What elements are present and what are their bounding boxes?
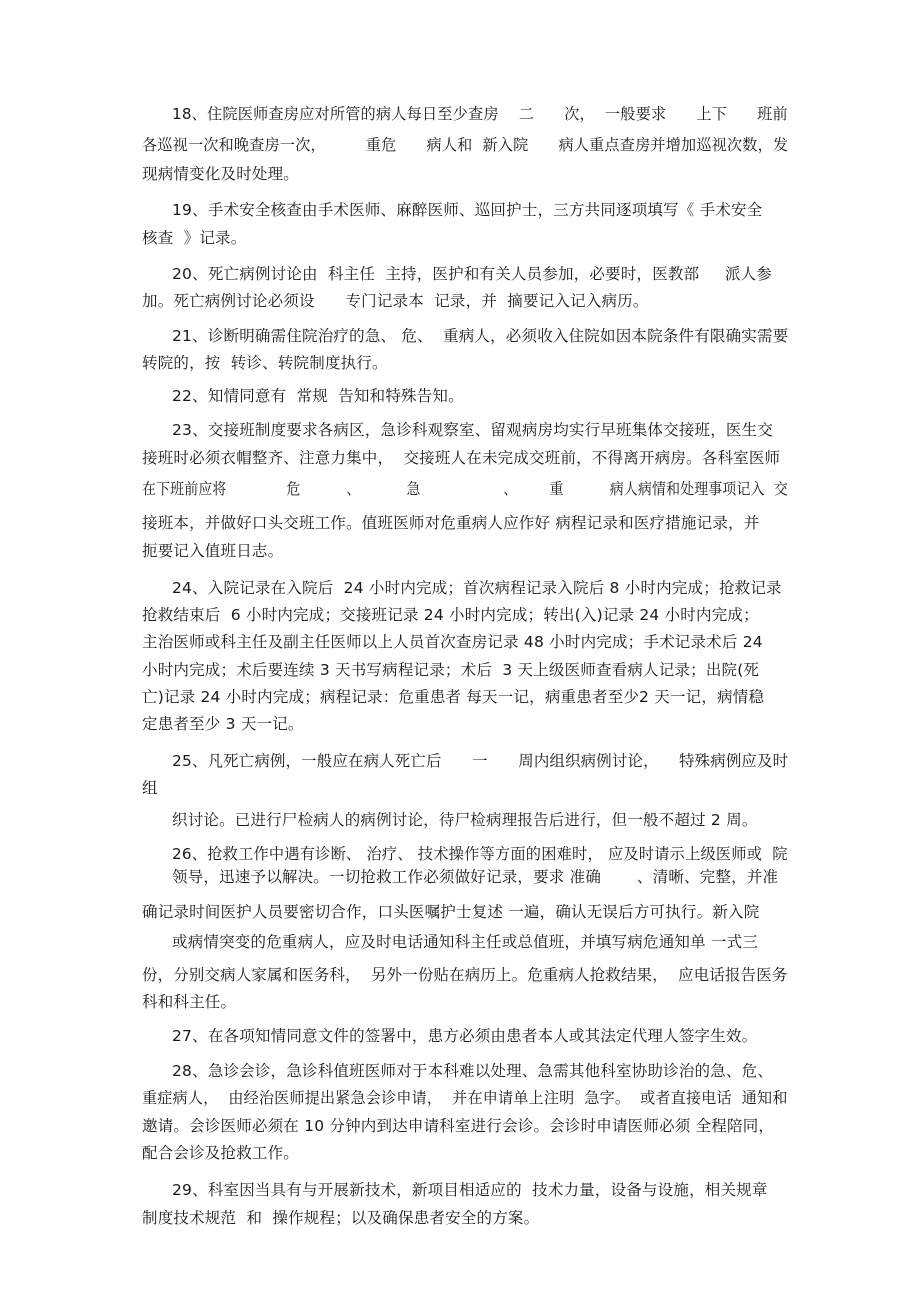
para-26-line-4: 或病情突变的危重病人，应及时电话通知科主任或总值班，并填写病危通知单 一式三 [172,933,759,951]
para-25-line-2: 组 [142,779,158,797]
para-29-line-2: 制度技术规范 和 操作规程；以及确保患者安全的方案。 [142,1209,540,1227]
para-24-line-1: 24、入院记录在入院后 24 小时内完成；首次病程记录入院后 8 小时内完成；抢救记录 [172,579,782,597]
para-21-line-2: 转院的，按 转诊、转院制度执行。 [142,354,388,372]
para-20-line-1: 20、死亡病例讨论由 科主任 主持，医护和有关人员参加，必要时，医教部 派人参 [172,265,773,283]
para-25-line-1: 25、凡死亡病例，一般应在病人死亡后 一 周内组织病例讨论， 特殊病例应及时 [172,752,789,770]
para-20-line-2: 加。死亡病例讨论必须设 专门记录本 记录，并 摘要记入记入病历。 [142,292,649,310]
para-28-line-1: 28、急诊会诊，急诊科值班医师对于本科难以处理、急需其他科室协助诊治的急、危、 [172,1062,774,1080]
para-24-line-5: 亡)记录 24 小时内完成；病程记录：危重患者 每天一记，病重患者至少2 天一记，病情稳 [142,688,765,706]
para-24-line-4: 小时内完成；术后要连续 3 天书写病程记录；术后 3 天上级医师查看病人记录；出院(死 [142,661,760,679]
para-26-line-3: 确记录时间医护人员要密切合作，口头医嘱护士复述 一遍，确认无误后方可执行。新入院 [142,903,760,921]
para-29-line-1: 29、科室因当具有与开展新技术，新项目相适应的 技术力量，设备与设施，相关规章 [172,1181,768,1199]
para-23-line-4: 接班本，并做好口头交班工作。值班医师对危重病人应作好 病程记录和医疗措施记录，并 [142,514,760,532]
para-21-line-1: 21、诊断明确需住院治疗的急、 危、 重病人，必须收入住院如因本院条件有限确实需要 [172,327,789,345]
para-19-line-1: 19、手术安全核查由手术医师、麻醉医师、巡回护士，三方共同逐项填写《 手术安全 [172,201,763,219]
para-28-line-3: 邀请。会诊医师必须在 10 分钟内到达申请科室进行会诊。会诊时申请医师必须 全程陪同， [142,1117,775,1135]
para-18-line-3: 现病情变化及时处理。 [142,165,300,183]
para-23-line-2: 接班时必须衣帽整齐、注意力集中， 交接班人在未完成交班前，不得离开病房。各科室医师 [142,449,781,467]
para-24-line-2: 抢救结束后 6 小时内完成；交接班记录 24 小时内完成；转出(入)记录 24 小时内完成； [142,606,759,624]
para-23-line-3: 在下班前应将 危 、 急 、 重 病人病情和处理事项记入 交 [142,480,788,498]
para-23-line-5: 扼要记入值班日志。 [142,542,284,560]
para-24-line-6: 定患者至少 3 天一记。 [142,715,304,733]
para-18-line-2: 各巡视一次和晚查房一次， 重危 病人和 新入院 病人重点查房并增加巡视次数，发 [142,136,789,154]
para-28-line-4: 配合会诊及抢救工作。 [142,1144,300,1162]
para-24-line-3: 主治医师或科主任及副主任医师以上人员首次查房记录 48 小时内完成；手术记录术后 24 [142,633,763,651]
para-26-line-6: 科和科主任。 [142,993,237,1011]
para-28-line-2: 重症病人， 由经治医师提出紧急会诊申请， 并在申请单上注明 急字。 或者直接电话 通知和 [142,1089,788,1107]
para-23-line-1: 23、交接班制度要求各病区，急诊科观察室、留观病房均实行早班集体交接班，医生交 [172,421,774,439]
para-26-line-2: 领导，迅速予以解决。一切抢救工作必须做好记录，要求 准确 、清晰、完整，并准 [172,868,779,886]
para-22-line-1: 22、知情同意有 常规 告知和特殊告知。 [172,387,464,405]
para-25-line-3: 织讨论。已进行尸检病人的病例讨论，待尸检病理报告后进行，但一般不超过 2 周。 [172,811,758,829]
para-18-line-1: 18、住院医师查房应对所管的病人每日至少查房 二 次， 一般要求 上下 班前 [172,105,788,123]
para-19-line-2: 核查 》记录。 [142,229,247,247]
para-26-line-1: 26、抢救工作中遇有诊断、 治疗、 技术操作等方面的困难时， 应及时请示上级医师或 院 [172,845,788,863]
para-26-line-5: 份，分别交病人家属和医务科， 另外一份贴在病历上。危重病人抢救结果， 应电话报告医务 [142,966,788,984]
para-27-line-1: 27、在各项知情同意文件的签署中，患方必须由患者本人或其法定代理人签字生效。 [172,1027,758,1045]
